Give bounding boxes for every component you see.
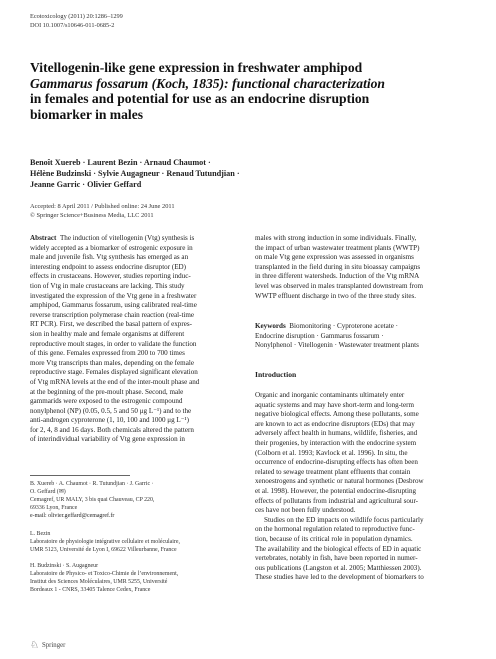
affiliation-line: UMR 5123, Université de Lyon I, 69622 Villeurbanne, France	[30, 546, 177, 553]
abstract-heading: Abstract	[30, 234, 57, 242]
intro-line: The availability and the biological effects of ED in aquatic	[255, 544, 422, 553]
intro-line: ces have not been fully understood.	[255, 506, 356, 515]
abstract-line: interesting endpoint to assess endocrine disruptor (ED)	[30, 262, 187, 271]
authors-line-3: Jeanne Garric · Olivier Geffard	[30, 179, 142, 189]
keywords-line-3: Nonylphenol · Vitellogenin · Wastewater treatment plants	[255, 341, 419, 350]
intro-line: occurrence of endocrine-disrupting effects has often been	[255, 458, 418, 467]
title-line-3: in females and potential for use as an endocrine disruption	[30, 91, 370, 106]
intro-line: are known to act as endocrine disruptors (EDs) that may	[255, 419, 415, 428]
intro-line: aquatic systems and may have short-term and long-term	[255, 400, 414, 409]
abstract-line: amphipod, Gammarus fossarum, using calibrated real-time	[30, 301, 197, 310]
intro-line: Organic and inorganic contaminants ultimately enter	[255, 391, 405, 399]
abstract-line: for 2, 4, 8 and 16 days. Both chemicals altered the pattern	[30, 425, 194, 434]
intro-line: on the hormonal regulation related to reproductive func-	[255, 525, 415, 534]
intro-line: xenoestrogens and synthetic or natural hormones (Desbrow	[255, 477, 424, 486]
affiliation-line: Cemagref, UR MALY, 3 bis quai Chauveau, CP 220,	[30, 496, 155, 503]
journal-citation: Ecotoxicology (2011) 20:1286–1299	[30, 13, 123, 20]
abstract-right	[255, 234, 470, 301]
intro-line: tion, because of its critical role in population dynamics.	[255, 534, 413, 543]
abstract-line: male and juvenile fish. Vtg synthesis has emerged as an	[30, 253, 189, 262]
affiliation-line: Laboratoire de Physico- et Toxico-Chimie de l’environnement,	[30, 570, 179, 577]
publication-dates	[30, 203, 175, 220]
affiliation-lyon	[30, 531, 245, 555]
affiliation-line: Laboratoire de physiologie intégrative cellulaire et moléculaire,	[30, 538, 180, 545]
abstract-text: The induction of vitellogenin (Vtg) synthesis is	[59, 234, 195, 242]
keywords	[255, 322, 470, 351]
footnote-divider	[30, 475, 130, 476]
intro-line: their progenies, by interaction with the endocrine system	[255, 438, 417, 447]
abstract-line: level was observed in males transplanted downstream from	[255, 281, 424, 290]
affiliation-line: Bordeaux 1 - CNRS, 33405 Talence Cedex, France	[30, 586, 151, 593]
intro-line: (Colborn et al. 1993; Kavlock et al. 1996). In situ, the	[255, 448, 408, 457]
authors-line-1: Benoît Xuereb · Laurent Bezin · Arnaud Chaumot ·	[30, 158, 211, 167]
abstract-line: on male Vtg gene expression was assessed in organisms	[255, 253, 414, 262]
abstract-line: anti-androgen cyproterone (1, 10, 100 and 1000 μg L⁻¹)	[30, 416, 189, 425]
abstract-line: transplanted in the field during in situ bioassay campaigns	[255, 262, 421, 271]
keywords-text: Biomonitoring · Cyproterone acetate ·	[289, 322, 399, 330]
affiliation-line: Institut des Sciences Moléculaires, UMR 5255, Université	[30, 578, 168, 585]
abstract-line: in three different watersheds. Induction of the Vtg mRNA	[255, 272, 420, 281]
intro-line: et al. 1998). However, the potential endocrine-disrupting	[255, 486, 417, 495]
email-link[interactable]: e-mail: olivier.geffard@cemagref.fr	[30, 512, 115, 519]
abstract-line: tion of Vtg in male crustaceans are lacking. This study	[30, 281, 185, 290]
affiliation-line: O. Geffard (✉)	[30, 488, 66, 495]
intro-line: effects of pollutants from industrial and agricultural sour-	[255, 496, 419, 505]
intro-line: vertebrates, notably in fish, have been reported in numer-	[255, 554, 418, 563]
intro-line: These studies have led to the development of biomarkers to	[255, 573, 424, 582]
copyright: © Springer Science+Business Media, LLC 2011	[30, 211, 154, 219]
abstract-line: effects in crustaceans. However, studies reporting induc-	[30, 272, 191, 281]
springer-horse-icon: ♘	[30, 640, 39, 651]
abstract-line: reproductive stage. Females displayed significant elevation	[30, 368, 198, 377]
abstract-line: of this gene. Females expressed from 200 to 700 times	[30, 349, 185, 358]
abstract-left	[30, 234, 245, 445]
doi: DOI 10.1007/s10646-011-0685-2	[30, 21, 115, 29]
intro-line: adversely affect health in humans, wildlife, fisheries, and	[255, 429, 418, 438]
keywords-line-1	[255, 322, 470, 332]
intro-line: negative biological effects. Among these pollutants, some	[255, 410, 419, 419]
affiliation-line: 69336 Lyon, France	[30, 504, 78, 511]
publisher-name: Springer	[41, 642, 66, 649]
title-line-4: biomarker in males	[30, 106, 144, 122]
journal-info	[30, 13, 123, 30]
publisher-footer	[30, 640, 65, 651]
abstract-line: of interindividual variability of Vtg gene expression in	[30, 435, 185, 444]
intro-line: related to sewage treatment plant effluents that contain	[255, 467, 411, 476]
abstract-line: widely accepted as a biomarker of estrogenic exposure in	[30, 243, 193, 252]
affiliation-line: H. Budzinski · S. Augagneur	[30, 563, 99, 569]
authors-line-2: Hélène Budzinski · Sylvie Augagneur · Renaud Tutundjian ·	[30, 168, 240, 178]
abstract-line: at the beginning of the pre-moult phase. Second, male	[30, 387, 184, 396]
title-line-2	[30, 76, 470, 92]
title-line-2-text: Gammarus fossarum (Koch, 1835): functional characterization	[30, 75, 385, 91]
introduction-body	[255, 391, 470, 583]
keywords-heading: Keywords	[255, 322, 286, 330]
abstract-line: the impact of urban wastewater treatment plants (WWTP)	[255, 243, 420, 252]
accepted-date: Accepted: 8 April 2011 / Published online: 24 June 2011	[30, 203, 175, 210]
affiliation-line: L. Bezin	[30, 531, 51, 537]
abstract-line: gammarids were exposed to the estrogenic compound	[30, 397, 183, 406]
abstract-line: of Vtg mRNA levels at the end of the inter-moult phase and	[30, 377, 200, 386]
author-list	[30, 158, 470, 190]
affiliation-line: B. Xuereb · A. Chaumot · R. Tutundjian · J. Garric ·	[30, 481, 154, 487]
abstract-line: WWTP effluent discharge in two of the three study sites.	[255, 291, 417, 300]
keywords-line-2: Endocrine disruption · Gammarus fossarum ·	[255, 331, 384, 340]
introduction-heading: Introduction	[255, 370, 297, 379]
affiliation-cemagref	[30, 481, 245, 521]
abstract-line: reproductive moult stages, in order to validate the function	[30, 339, 197, 348]
abstract-line: nonylphenol (NP) (0.05, 0.5, 5 and 50 μg L⁻¹) and to the	[30, 406, 192, 415]
intro-line: Studies on the ED impacts on wildlife focus particularly	[264, 515, 424, 524]
abstract-line: reverse transcription polymerase chain reaction (real-time	[30, 310, 195, 319]
affiliation-bordeaux	[30, 563, 245, 595]
abstract-line: investigated the expression of the Vtg gene in a freshwater	[30, 291, 197, 300]
abstract-line-0	[30, 234, 245, 244]
abstract-line: more Vtg transcripts than males, depending on the female	[30, 358, 194, 367]
intro-line: ous publications (Langston et al. 2005; Matthiessen 2003).	[255, 563, 422, 572]
abstract-line: sion in healthy male and female organisms at different	[30, 329, 185, 338]
abstract-line: males with strong induction in some individuals. Finally,	[255, 234, 417, 242]
title-line-1: Vitellogenin-like gene expression in freshwater amphipod	[30, 60, 363, 75]
abstract-line: RT PCR). First, we described the basal pattern of expres-	[30, 320, 192, 329]
article-title	[30, 60, 470, 122]
